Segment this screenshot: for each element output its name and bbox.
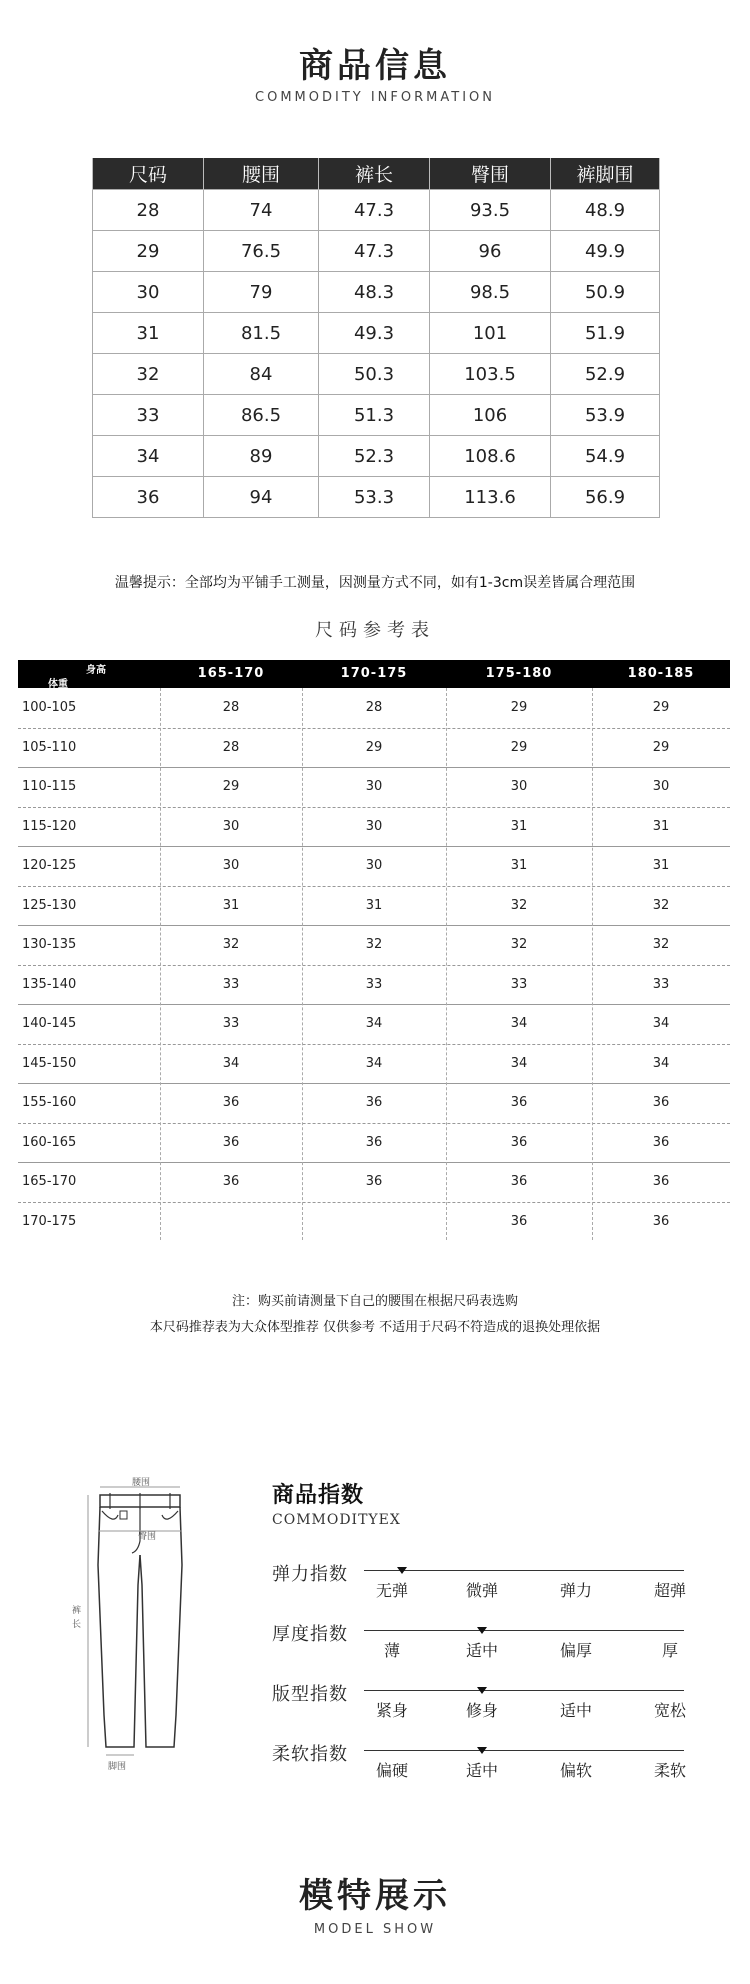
reference-title: 尺码参考表 — [315, 620, 435, 641]
size-cell: 30 — [365, 858, 383, 873]
weight-cell: 130-135 — [22, 937, 77, 952]
reference-row — [18, 767, 730, 807]
size-cell: 31 — [652, 818, 670, 834]
size-table-cell: 34 — [93, 436, 204, 477]
index-label: 柔软指数 — [272, 1744, 348, 1765]
size-table-cell: 94 — [204, 477, 319, 518]
pants-diagram — [58, 1475, 218, 1775]
index-marker-icon — [477, 1747, 487, 1754]
size-table-header — [93, 158, 660, 190]
size-table — [92, 158, 660, 518]
size-cell: 33 — [222, 976, 240, 992]
model-show-title: 模特展示 — [299, 1876, 451, 1916]
reference-row — [18, 886, 730, 926]
size-cell — [302, 1202, 446, 1242]
index-option: 适中 — [465, 1641, 498, 1660]
size-table-cell: 51.3 — [319, 395, 430, 436]
index-marker-icon — [477, 1687, 487, 1694]
size-cell: 29 — [652, 739, 670, 755]
index-scale-line — [364, 1750, 684, 1751]
index-option: 宽松 — [653, 1701, 686, 1720]
size-table-cell: 49.9 — [551, 231, 660, 272]
size-table-cell: 52.9 — [551, 354, 660, 395]
size-cell: 30 — [652, 779, 670, 794]
index-option: 适中 — [465, 1761, 498, 1780]
corner-weight-label: 体重 — [48, 679, 68, 690]
size-cell: 29 — [510, 700, 528, 715]
hip-label: 臀围 — [138, 1532, 157, 1542]
reference-row — [18, 688, 730, 728]
size-cell: 28 — [222, 700, 240, 715]
size-table-row — [93, 231, 660, 272]
size-cell: 36 — [222, 1134, 240, 1150]
size-cell: 34 — [365, 1016, 383, 1031]
size-cell: 36 — [222, 1174, 240, 1189]
index-option: 无弹 — [375, 1581, 408, 1600]
size-table-cell: 47.3 — [319, 190, 430, 231]
size-cell: 36 — [652, 1174, 670, 1189]
size-table-cell: 28 — [93, 190, 204, 231]
size-table-cell: 29 — [93, 231, 204, 272]
size-table-row — [93, 190, 660, 231]
size-cell: 32 — [652, 937, 670, 952]
size-cell: 29 — [222, 779, 240, 794]
index-option: 偏厚 — [559, 1641, 592, 1660]
reference-row — [18, 846, 730, 886]
size-table-cell: 50.9 — [551, 272, 660, 313]
page-subtitle: COMMODITY INFORMATION — [255, 90, 495, 105]
note-line-1: 注：购买前请测量下自己的腰围在根据尺码表选购 — [231, 1294, 518, 1309]
index-marker-icon — [477, 1627, 487, 1634]
note-line-2: 本尺码推荐表为大众体型推荐 仅供参考 不适用于尺码不符造成的退换处理依据 — [149, 1320, 601, 1335]
size-cell: 33 — [365, 976, 383, 992]
waist-label: 腰围 — [132, 1478, 151, 1488]
header-size: 尺码 — [93, 158, 204, 190]
size-table-cell: 101 — [430, 313, 551, 354]
reference-header — [18, 660, 730, 688]
weight-cell: 110-115 — [22, 779, 77, 794]
size-table-row — [93, 395, 660, 436]
size-cell: 29 — [510, 739, 528, 755]
size-cell: 32 — [365, 937, 383, 952]
size-cell: 36 — [510, 1174, 528, 1189]
weight-cell: 160-165 — [22, 1134, 77, 1150]
reference-row — [18, 1123, 730, 1163]
size-cell: 34 — [652, 1016, 670, 1031]
reference-row — [18, 1004, 730, 1044]
size-cell: 36 — [365, 1174, 383, 1189]
index-title: 商品指数 — [272, 1483, 365, 1508]
page-title: 商品信息 — [299, 46, 451, 86]
index-option: 柔软 — [653, 1761, 686, 1780]
reference-row — [18, 728, 730, 768]
weight-cell: 145-150 — [22, 1055, 77, 1071]
corner-height-label: 身高 — [86, 665, 106, 676]
size-table-row — [93, 477, 660, 518]
index-option: 适中 — [559, 1701, 592, 1720]
weight-cell: 105-110 — [22, 739, 77, 755]
size-table-cell: 36 — [93, 477, 204, 518]
header-hem: 裤脚围 — [551, 158, 660, 190]
size-table-row — [93, 313, 660, 354]
size-cell: 36 — [652, 1213, 670, 1229]
col-divider — [592, 688, 593, 1240]
size-cell: 33 — [652, 976, 670, 992]
reference-row — [18, 807, 730, 847]
col-divider — [302, 688, 303, 1240]
size-table-cell: 113.6 — [430, 477, 551, 518]
size-cell: 32 — [510, 897, 528, 913]
size-cell: 34 — [652, 1055, 670, 1071]
size-cell: 31 — [222, 897, 240, 913]
weight-cell: 135-140 — [22, 976, 77, 992]
size-cell: 30 — [510, 779, 528, 794]
size-cell: 32 — [652, 897, 670, 913]
size-table-cell: 84 — [204, 354, 319, 395]
size-table-cell: 47.3 — [319, 231, 430, 272]
weight-cell: 115-120 — [22, 818, 77, 834]
index-subtitle: COMMODITYEX — [272, 1512, 401, 1528]
size-cell: 34 — [510, 1055, 528, 1071]
size-cell — [160, 1202, 302, 1242]
size-cell: 30 — [365, 818, 383, 834]
size-cell: 33 — [222, 1016, 240, 1031]
index-option: 微弹 — [465, 1581, 498, 1600]
index-label: 版型指数 — [272, 1684, 348, 1705]
size-table-cell: 93.5 — [430, 190, 551, 231]
size-cell: 29 — [365, 739, 383, 755]
length-label-bottom: 长 — [72, 1620, 82, 1630]
index-option: 薄 — [383, 1641, 400, 1660]
size-cell: 32 — [222, 937, 240, 952]
index-option: 弹力 — [559, 1581, 592, 1600]
weight-cell: 100-105 — [22, 700, 77, 715]
size-table-row — [93, 436, 660, 477]
size-table-cell: 103.5 — [430, 354, 551, 395]
size-table-cell: 53.3 — [319, 477, 430, 518]
size-table-cell: 33 — [93, 395, 204, 436]
size-cell: 32 — [510, 937, 528, 952]
size-table-cell: 79 — [204, 272, 319, 313]
size-cell: 31 — [510, 818, 528, 834]
index-option: 偏软 — [559, 1761, 592, 1780]
size-table-cell: 53.9 — [551, 395, 660, 436]
size-cell: 36 — [510, 1213, 528, 1229]
size-table-cell: 98.5 — [430, 272, 551, 313]
index-label: 弹力指数 — [272, 1564, 348, 1585]
reference-row — [18, 1202, 730, 1242]
size-table-cell: 56.9 — [551, 477, 660, 518]
index-option: 紧身 — [375, 1701, 408, 1720]
size-cell: 31 — [510, 858, 528, 873]
weight-cell: 120-125 — [22, 858, 77, 873]
size-cell: 34 — [510, 1016, 528, 1031]
size-cell: 36 — [365, 1095, 383, 1110]
size-table-cell: 96 — [430, 231, 551, 272]
size-cell: 28 — [365, 700, 383, 715]
pants-outline-icon — [58, 1475, 218, 1775]
model-show-subtitle: MODEL SHOW — [313, 1922, 437, 1937]
size-table-cell: 48.9 — [551, 190, 660, 231]
size-cell: 34 — [222, 1055, 240, 1071]
reference-row — [18, 1044, 730, 1084]
size-cell: 36 — [510, 1095, 528, 1110]
weight-cell: 170-175 — [22, 1213, 77, 1229]
size-table-cell: 74 — [204, 190, 319, 231]
index-scale-line — [364, 1630, 684, 1631]
size-table-cell: 51.9 — [551, 313, 660, 354]
header-hip: 臀围 — [430, 158, 551, 190]
index-option: 厚 — [661, 1641, 678, 1660]
size-table-cell: 54.9 — [551, 436, 660, 477]
size-table-cell: 52.3 — [319, 436, 430, 477]
size-cell: 33 — [510, 976, 528, 992]
index-marker-icon — [397, 1567, 407, 1574]
hem-label: 脚围 — [108, 1762, 127, 1772]
index-scale-line — [364, 1690, 684, 1691]
header-waist: 腰围 — [204, 158, 319, 190]
weight-cell: 155-160 — [22, 1095, 77, 1110]
size-cell: 36 — [222, 1095, 240, 1110]
size-cell: 34 — [365, 1055, 383, 1071]
size-cell: 30 — [365, 779, 383, 794]
size-cell: 36 — [365, 1134, 383, 1150]
size-table-cell: 50.3 — [319, 354, 430, 395]
size-cell: 29 — [652, 700, 670, 715]
size-table-row — [93, 272, 660, 313]
reference-row — [18, 965, 730, 1005]
reference-row — [18, 1083, 730, 1123]
size-table-cell: 106 — [430, 395, 551, 436]
size-cell: 31 — [365, 897, 383, 913]
index-option: 修身 — [465, 1701, 498, 1720]
height-col-4: 180-185 — [627, 666, 695, 681]
size-table-cell: 108.6 — [430, 436, 551, 477]
size-table-cell: 76.5 — [204, 231, 319, 272]
size-cell: 36 — [510, 1134, 528, 1150]
index-label: 厚度指数 — [272, 1624, 348, 1645]
weight-cell: 165-170 — [22, 1174, 77, 1189]
size-table-cell: 30 — [93, 272, 204, 313]
size-cell: 31 — [652, 858, 670, 873]
size-table-row — [93, 354, 660, 395]
measure-note: 温馨提示：全部均为平铺手工测量，因测量方式不同，如有1-3cm误差皆属合理范围 — [114, 575, 636, 591]
index-option: 偏硬 — [375, 1761, 408, 1780]
size-cell: 30 — [222, 858, 240, 873]
col-divider — [160, 688, 161, 1240]
index-scale-line — [364, 1570, 684, 1571]
height-col-2: 170-175 — [340, 666, 408, 681]
index-option: 超弹 — [653, 1581, 686, 1600]
reference-row — [18, 925, 730, 965]
size-cell: 36 — [652, 1134, 670, 1150]
height-col-1: 165-170 — [197, 666, 265, 681]
size-table-cell: 32 — [93, 354, 204, 395]
size-table-cell: 89 — [204, 436, 319, 477]
size-cell: 36 — [652, 1095, 670, 1110]
size-cell: 30 — [222, 818, 240, 834]
length-label-top: 裤 — [72, 1606, 82, 1616]
reference-row — [18, 1162, 730, 1202]
size-table-cell: 31 — [93, 313, 204, 354]
size-cell: 28 — [222, 739, 240, 755]
size-table-cell: 48.3 — [319, 272, 430, 313]
header-length: 裤长 — [319, 158, 430, 190]
height-col-3: 175-180 — [485, 666, 553, 681]
size-table-cell: 86.5 — [204, 395, 319, 436]
weight-cell: 140-145 — [22, 1016, 77, 1031]
size-table-cell: 49.3 — [319, 313, 430, 354]
size-table-cell: 81.5 — [204, 313, 319, 354]
weight-cell: 125-130 — [22, 897, 77, 913]
col-divider — [446, 688, 447, 1240]
